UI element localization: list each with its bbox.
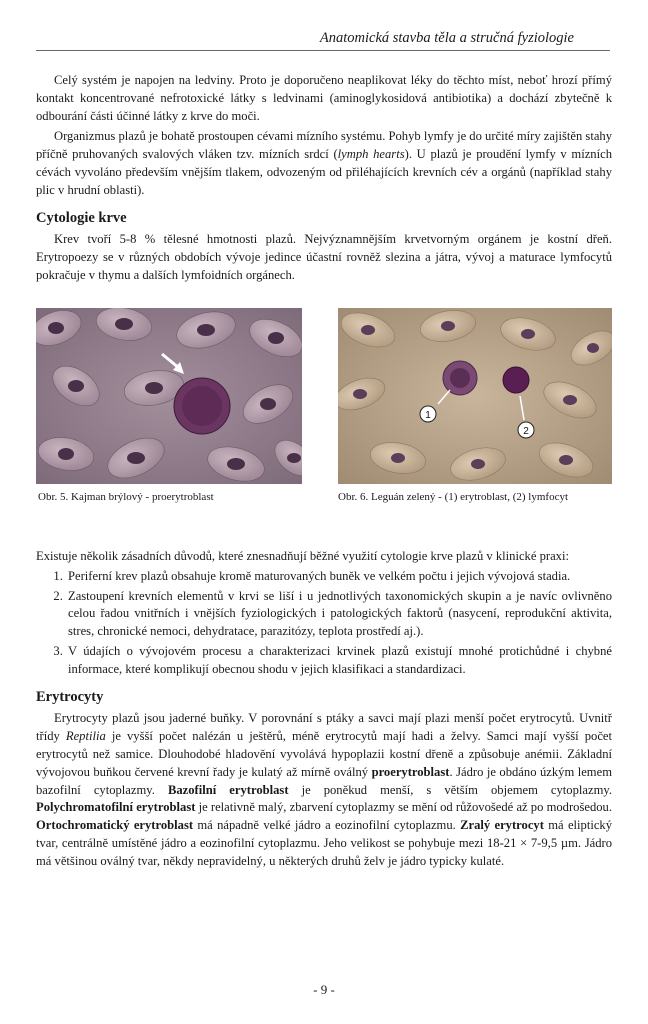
reason-item: 3. V údajích o vývojovém procesu a charakterizaci krvinek plazů existují mnohé protichůdné i chybné informace, které komplikují obecnou shodu v jejich klasifikaci a standardizaci. bbox=[66, 643, 612, 679]
lower-text bbox=[36, 548, 612, 873]
micrograph-proerythroblast bbox=[36, 308, 302, 484]
paragraph-cytology: Krev tvoří 5-8 % tělesné hmotnosti plazů. Nejvýznamnějším krvetvorným orgánem je kostní dřeň. Erytropoezy se v různých obdobích vývoje jedince účastní rovněž slezina a játra, vývoj a maturace lymfocytů pokračuje v thymu a dalších lymfoidních orgánech. bbox=[36, 232, 612, 282]
reason-item: 1. Periferní krev plazů obsahuje kromě maturovaných buněk ve velkém počtu i jejich vývojová stadia. bbox=[66, 568, 612, 586]
paragraph-reasons-intro: Existuje několik zásadních důvodů, které znesnadňují běžné využití cytologie krve plazů v klinické praxi: bbox=[36, 549, 569, 563]
running-title: Anatomická stavba těla a stručná fyziologie bbox=[319, 30, 574, 46]
figure-6-caption: Obr. 6. Leguán zelený - (1) erytroblast, (2) lymfocyt bbox=[338, 491, 569, 503]
heading-erythrocytes: Erytrocyty bbox=[36, 688, 104, 705]
paragraph-kidneys: Celý systém je napojen na ledviny. Proto je doporučeno neaplikovat léky do těchto míst, neboť hrozí přímý kontakt koncentrované nefrotoxické látky s ledvinami (aminoglykosidová antibiotika) a dochází zbytečně k odbourání části účinné látky z krve do moči. bbox=[36, 73, 612, 123]
heading-cytology: Cytologie krve bbox=[36, 209, 127, 226]
paragraph-lymph: Organizmus plazů je bohatě prostoupen cévami mízního systému. Pohyb lymfy je do určité míry zajištěn stahy příčně pruhovaných svalových vláken tzv. mízních srdcí (lymph hearts). U plazů je proudění lymfy v mízních cévách vyvoláno především vnějším tlakem, odvozeným od přiléhajících krevních cév a orgánů (například stahy plic v hrudní oblasti). bbox=[36, 129, 612, 197]
page-number: - 9 - bbox=[313, 982, 335, 997]
micrograph-right-image bbox=[338, 308, 612, 484]
figure-row bbox=[36, 308, 612, 508]
micrograph-left-image bbox=[36, 308, 302, 484]
figure-5-caption: Obr. 5. Kajman brýlový - proerytroblast bbox=[38, 491, 214, 503]
paragraph-erythrocytes: Erytrocyty plazů jsou jaderné buňky. V porovnání s ptáky a savci mají plazi menší počet erytrocytů. Uvnitř třídy Reptilia je vyšší počet nalézán u ještěrů, méně erytrocytů mají hadi a želvy. Samci mají vyšší počet erytrocytů než samice. Dlouhodobé hladovění vyvolává hypoplazii kostní dřeně a způsobuje anémii. Základní vývojovou buňkou červené krevní řady je kulatý až mírně oválný proerytroblast. Jádro je obdáno úzkým lemem bazofilní cytoplazmy. Bazofilní erytroblast je poněkud menší, s větším objemem cytoplazmy. Polychromatofilní erytroblast je relativně malý, zbarvení cytoplazmy se mění od růžovošedé až po modrošedou. Ortochromatický erytroblast má nápadně velké jádro a eozinofilní cytoplazmu. Zralý erytrocyt má eliptický tvar, centrálně umístěné jádro a eozinofilní cytoplazmu. Jeho velikost se pohybuje mezi 18-21 × 7-9,5 µm. Jádro má většinou oválný tvar, někdy nepravidelný, u některých druhů želv je jádro typicky kulaté. bbox=[36, 711, 613, 868]
marker-2-label: 2 bbox=[523, 426, 529, 437]
micrograph-erythroblast-lymphocyte bbox=[338, 308, 612, 484]
running-header bbox=[36, 30, 610, 51]
marker-1-label: 1 bbox=[425, 410, 431, 421]
upper-text bbox=[36, 72, 612, 288]
reason-item: 2. Zastoupení krevních elementů v krvi se liší i u jednotlivých taxonomických skupin a je navíc ovlivněno celou řadou vnitřních i vnějších fyziologických i patologických faktorů (nasycení, reprodukční aktivita, stres, chronické nemoci, dehydratace, parazitózy, teplota prostředí aj.). bbox=[66, 588, 612, 641]
figure-5 bbox=[36, 308, 302, 503]
figure-6 bbox=[338, 308, 612, 503]
reasons-list bbox=[36, 568, 612, 679]
